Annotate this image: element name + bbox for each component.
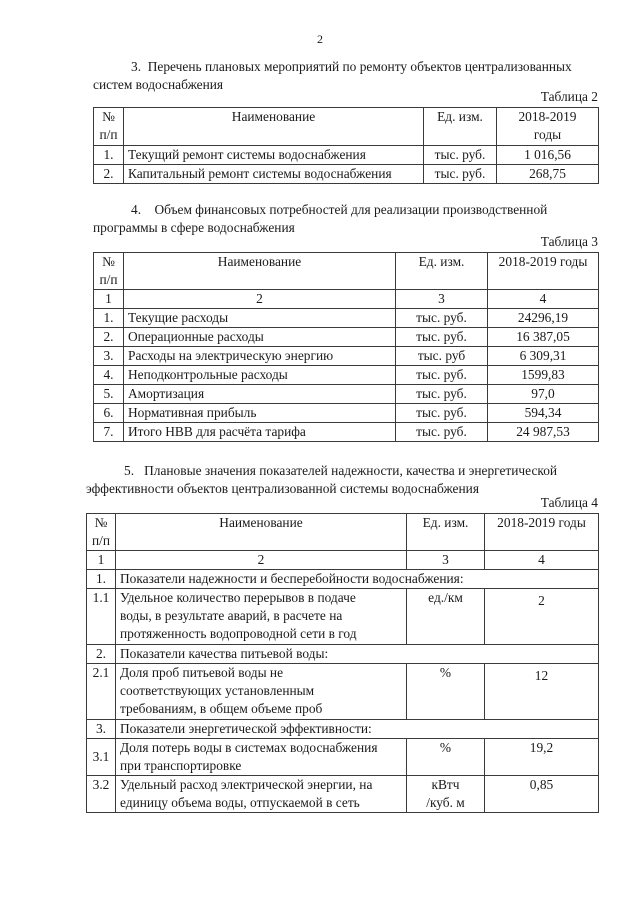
header-name: Наименование [124,108,424,146]
table-row [94,366,599,385]
row-no: 3.1 [87,739,116,776]
header-period: 2018-2019 годы [488,253,599,290]
section-4-title-line2: программы в сфере водоснабжения [93,220,295,235]
row-value: 1599,83 [488,366,599,385]
header-period: 2018-2019 годы [497,108,599,146]
row-value: 19,2 [485,739,599,776]
header-name: Наименование [124,253,396,290]
table-row [94,328,599,347]
table-row [87,739,599,776]
row-unit: тыс. руб. [424,165,497,184]
row-unit: тыс. руб. [396,404,488,423]
section-4-title-line1: Объем финансовых потребностей для реализации производственной [154,202,548,217]
index-cell: 1 [87,551,116,570]
row-no: 1. [94,146,124,165]
index-cell: 1 [94,290,124,309]
table-row-total [94,423,599,442]
row-no: 5. [94,385,124,404]
group-row [87,720,599,739]
row-value: 24296,19 [488,309,599,328]
row-unit: тыс. руб. [396,385,488,404]
group-no: 1. [87,570,116,589]
page-number: 2 [317,32,323,46]
index-cell: 2 [124,290,396,309]
row-value: 24 987,53 [488,423,599,442]
section-4-heading [93,201,598,237]
row-value: 97,0 [488,385,599,404]
row-name: Текущий ремонт системы водоснабжения [124,146,424,165]
section-3-title-line1: Перечень плановых мероприятий по ремонту объектов централизованных [147,59,572,74]
row-unit: % [407,739,485,776]
header-unit: Ед. изм. [424,108,497,146]
table-3-caption: Таблица 3 [540,234,598,249]
row-unit: % [407,664,485,720]
row-no: 1.1 [87,589,116,645]
row-no: 2. [94,328,124,347]
group-title: Показатели энергетической эффективности: [116,720,599,739]
row-no: 7. [94,423,124,442]
index-cell: 4 [488,290,599,309]
row-name: Нормативная прибыль [124,404,396,423]
row-value: 594,34 [488,404,599,423]
row-name: Расходы на электрическую энергию [124,347,396,366]
row-unit: ед./км [407,589,485,645]
index-cell: 3 [396,290,488,309]
section-3-title-line2: систем водоснабжения [93,77,224,92]
table-2-caption: Таблица 2 [540,89,598,104]
row-no: 2.1 [87,664,116,720]
row-name: Текущие расходы [124,309,396,328]
section-3-number: 3. [131,59,142,74]
section-5-title-line2: эффективности объектов централизованной системы водоснабжения [86,481,479,496]
row-value: 6 309,31 [488,347,599,366]
section-5-title-line1: Плановые значения показателей надежности, качества и энергетической [144,463,558,478]
row-value: 1 016,56 [497,146,599,165]
table-row [94,165,599,184]
row-unit: кВтч /куб. м [407,776,485,813]
row-unit: тыс. руб. [396,366,488,385]
table-row [87,776,599,813]
row-value: 2 [485,589,599,645]
table-row [94,404,599,423]
row-name: Капитальный ремонт системы водоснабжения [124,165,424,184]
row-unit: тыс. руб. [396,423,488,442]
row-name: Неподконтрольные расходы [124,366,396,385]
group-title: Показатели надежности и бесперебойности водоснабжения: [116,570,599,589]
group-row [87,570,599,589]
row-unit: тыс. руб. [396,309,488,328]
header-no: № п/п [94,108,124,146]
header-name: Наименование [116,514,407,551]
table-row [94,347,599,366]
table-4-header [87,514,599,551]
row-value: 268,75 [497,165,599,184]
row-name: Операционные расходы [124,328,396,347]
table-row [94,146,599,165]
table-4 [86,513,599,813]
row-name: Амортизация [124,385,396,404]
table-row [87,589,599,645]
row-unit: тыс. руб [396,347,488,366]
index-cell: 2 [116,551,407,570]
row-unit: тыс. руб. [396,328,488,347]
header-unit: Ед. изм. [407,514,485,551]
section-5-number: 5. [124,463,135,478]
column-index-row [87,551,599,570]
table-2-header [94,108,599,146]
table-4-caption: Таблица 4 [540,495,598,510]
row-value: 12 [485,664,599,720]
group-no: 2. [87,645,116,664]
header-no: № п/п [94,253,124,290]
row-no: 1. [94,309,124,328]
row-value: 0,85 [485,776,599,813]
row-name: Доля проб питьевой воды не соответствующих установленным требованиям, в общем объеме проб [116,664,407,720]
row-name: Удельный расход электрической энергии, на единицу объема воды, отпускаемой в сеть [116,776,407,813]
section-4-number: 4. [131,202,142,217]
table-row [87,664,599,720]
row-no: 3. [94,347,124,366]
group-no: 3. [87,720,116,739]
table-row [94,385,599,404]
column-index-row [94,290,599,309]
header-no: № п/п [87,514,116,551]
table-row [94,309,599,328]
header-period: 2018-2019 годы [485,514,599,551]
section-5-heading [86,462,598,498]
table-3 [93,252,599,442]
group-row [87,645,599,664]
table-3-header [94,253,599,290]
row-no: 3.2 [87,776,116,813]
row-no: 2. [94,165,124,184]
row-value: 16 387,05 [488,328,599,347]
section-3-heading [93,58,598,94]
row-unit: тыс. руб. [424,146,497,165]
row-no: 6. [94,404,124,423]
group-title: Показатели качества питьевой воды: [116,645,599,664]
row-name: Итого НВВ для расчёта тарифа [124,423,396,442]
row-name: Удельное количество перерывов в подаче воды, в результате аварий, в расчете на протяженность водопроводной сети в год [116,589,407,645]
row-name: Доля потерь воды в системах водоснабжения при транспортировке [116,739,407,776]
index-cell: 3 [407,551,485,570]
row-no: 4. [94,366,124,385]
index-cell: 4 [485,551,599,570]
table-2 [93,107,599,184]
header-unit: Ед. изм. [396,253,488,290]
